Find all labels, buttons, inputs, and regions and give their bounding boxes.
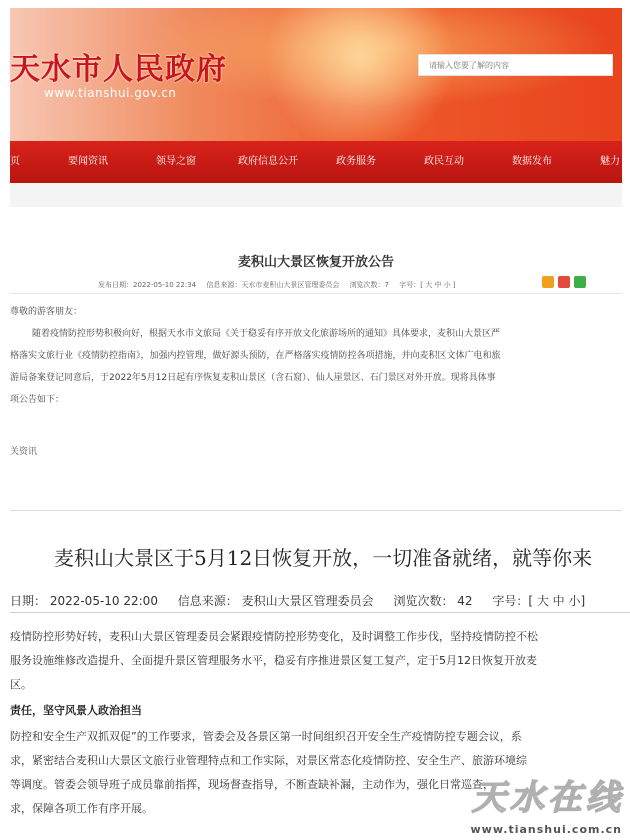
body-line: 项公告如下： xyxy=(10,395,65,405)
article-source: 信息来源：天水市麦积山大景区管理委员会 xyxy=(206,281,340,289)
nav-item-charm[interactable]: 魅力 xyxy=(600,156,620,167)
nav-item-leaders[interactable]: 领导之窗 xyxy=(156,156,196,167)
news-font-size-switch[interactable]: 字号：[ 大 中 小] xyxy=(492,594,586,608)
news-views: 浏览次数： 42 xyxy=(393,594,473,608)
watermark-text: 天水在线 xyxy=(472,778,624,818)
nav-item-news[interactable]: 要闻资讯 xyxy=(68,156,108,167)
nav-item-home[interactable]: 页 xyxy=(10,156,20,167)
news-line: 疫情防控形势好转，麦积山大景区管理委员会紧跟疫情防控形势变化，及时调整工作步伐，坚持疫情防控不松 xyxy=(10,630,538,643)
news-line: 等调度。管委会领导班子成员靠前指挥，现场督查指导，不断查缺补漏，主动作为，强化日常巡查， xyxy=(10,778,494,791)
breadcrumb-bar xyxy=(10,183,622,207)
site-url: www.tianshui.gov.cn xyxy=(44,86,177,100)
share-wechat-icon[interactable] xyxy=(574,276,586,288)
news-headline: 麦积山大景区于5月12日恢复开放，一切准备就绪，就等你来 xyxy=(54,546,593,570)
news-line: 求，保障各项工作有序开展。 xyxy=(10,802,153,815)
news-source: 信息来源： 麦积山大景区管理委员会 xyxy=(177,594,374,608)
main-nav xyxy=(10,141,622,183)
nav-item-info-disclosure[interactable]: 政府信息公开 xyxy=(238,156,298,167)
news-line: 区。 xyxy=(10,678,32,691)
news-article-screenshot xyxy=(10,512,630,840)
news-date: 日期： 2022-05-10 22:00 xyxy=(10,594,158,608)
divider xyxy=(10,612,630,613)
nav-item-services[interactable]: 政务服务 xyxy=(336,156,376,167)
article-date: 发布日期：2022-05-10 22:34 xyxy=(98,281,197,289)
share-weibo-icon[interactable] xyxy=(558,276,570,288)
greeting: 尊敬的游客朋友： xyxy=(10,307,83,317)
search-input[interactable] xyxy=(418,54,613,76)
font-size-switch[interactable]: 字号：[ 大 中 小 ] xyxy=(399,281,456,289)
divider xyxy=(10,293,622,294)
body-line: 游局备案登记同意后，于2022年5月12日起有序恢复麦积山景区（含石窟）、仙人崖景区、石门景区对外开放。现将具体事 xyxy=(10,373,496,383)
nav-item-data[interactable]: 数据发布 xyxy=(512,156,552,167)
news-meta xyxy=(10,592,601,609)
body-line: 格落实文旅行业《疫情防控指南》，加强内控管理，做好源头预防，在严格落实疫情防控各项措施，并向麦积区文体广电和旅 xyxy=(10,351,501,361)
watermark-logo xyxy=(448,770,624,836)
news-section-heading: 责任，坚守风景人政治担当 xyxy=(10,704,142,717)
site-title[interactable]: 天水市人民政府 xyxy=(10,52,227,87)
related-news-label[interactable]: 关资讯 xyxy=(10,447,38,457)
banner-glow xyxy=(260,8,460,148)
share-icons xyxy=(542,276,586,288)
news-line: 求，紧密结合麦积山大景区文旅行业管理特点和工作实际，对景区常态化疫情防控、安全生产、旅游环境综 xyxy=(10,754,527,767)
news-line: 服务设施维修改造提升、全面提升景区管理服务水平，稳妥有序推进景区复工复产，定于5月12日恢复开放麦 xyxy=(10,654,537,667)
body-line: 随着疫情防控形势积极向好，根据天水市文旅局《关于稳妥有序开放文化旅游场所的通知》具体要求，麦积山大景区严 xyxy=(32,329,501,339)
watermark-url: www.tianshui.com.cn xyxy=(470,823,622,836)
article-meta xyxy=(98,280,464,290)
news-line: 防控和安全生产双抓双促”的工作要求，管委会及各景区第一时间组织召开安全生产疫情防控专题会议，系 xyxy=(10,730,522,743)
article-views: 浏览次数：7 xyxy=(349,281,390,289)
share-qzone-icon[interactable] xyxy=(542,276,554,288)
nav-item-interaction[interactable]: 政民互动 xyxy=(424,156,464,167)
gov-portal-screenshot xyxy=(10,8,622,511)
site-banner xyxy=(10,8,622,141)
article-title: 麦积山大景区恢复开放公告 xyxy=(237,255,394,270)
